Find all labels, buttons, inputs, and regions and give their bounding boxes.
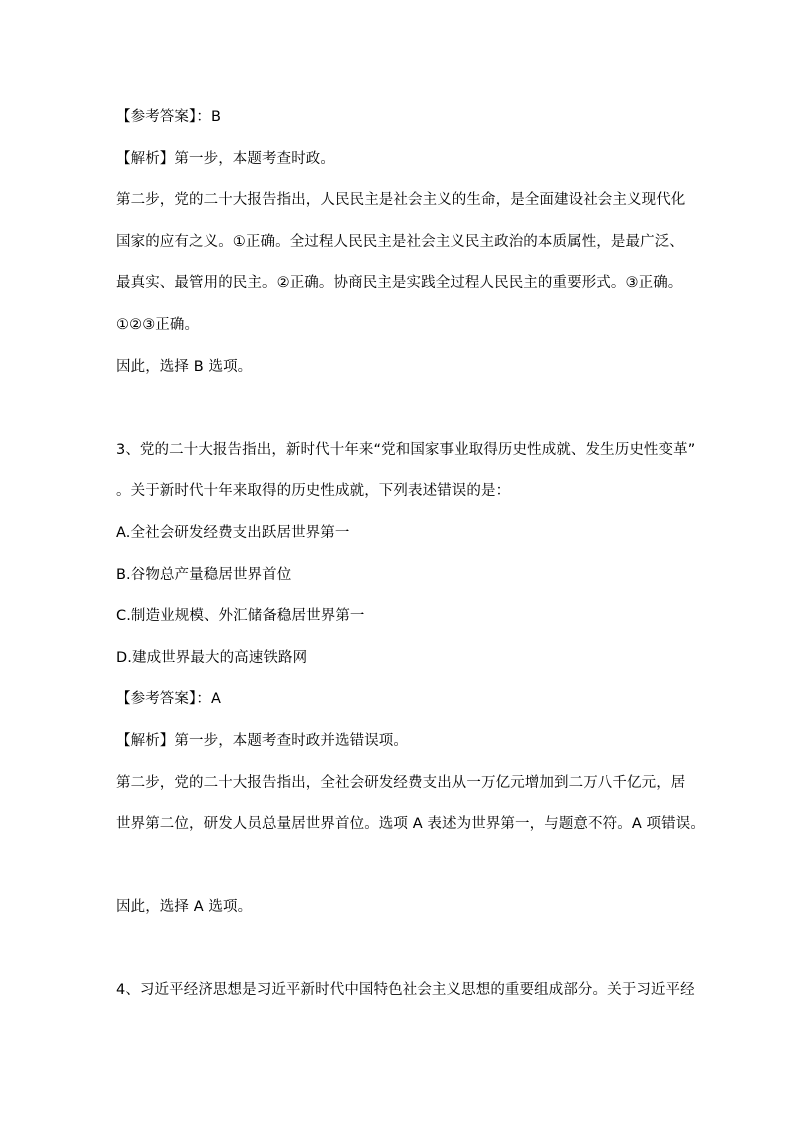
blank-line xyxy=(116,929,678,971)
question-3-line1: 3、党的二十大报告指出，新时代十年来“党和国家事业取得历史性成就、发生历史性变革” xyxy=(116,441,696,458)
analysis-step1-q2: 【解析】第一步，本题考查时政。 xyxy=(116,150,335,167)
analysis-step2-q2-line3: 最真实、最管用的民主。②正确。协商民主是实践全过程人民民主的重要形式。③正确。 xyxy=(116,275,683,292)
option-b-q3: B.谷物总产量稳居世界首位 xyxy=(116,566,292,583)
analysis-step2-q3-line2: 世界第二位，研发人员总量居世界首位。选项 A 表述为世界第一，与题意不符。A 项错误。 xyxy=(116,816,705,833)
analysis-step1-q3: 【解析】第一步，本题考查时政并选错误项。 xyxy=(116,732,408,749)
reference-answer-q2: 【参考答案】：B xyxy=(116,109,221,125)
option-a-q3: A.全社会研发经费支出跃居世界第一 xyxy=(116,524,350,541)
blank-line xyxy=(116,388,678,430)
question-4-line1: 4、习近平经济思想是习近平新时代中国特色社会主义思想的重要组成部分。关于习近平经 xyxy=(116,982,695,999)
option-c-q3: C.制造业规模、外汇储备稳居世界第一 xyxy=(116,608,365,625)
analysis-step2-q2-line2: 国家的应有之义。①正确。全过程人民民主是社会主义民主政治的本质属性，是最广泛、 xyxy=(116,233,684,250)
conclusion-q3: 因此，选择 A 选项。 xyxy=(116,899,253,916)
option-d-q3: D.建成世界最大的高速铁路网 xyxy=(116,649,308,666)
analysis-step2-q2-line4: ①②③正确。 xyxy=(116,316,200,333)
question-3-line2: 。关于新时代十年来取得的历史性成就，下列表述错误的是： xyxy=(116,483,511,500)
reference-answer-q3: 【参考答案】：A xyxy=(116,691,221,708)
conclusion-q2: 因此，选择 B 选项。 xyxy=(116,358,253,375)
document-text-block xyxy=(116,97,705,1012)
analysis-step2-q3-line1: 第二步，党的二十大报告指出，全社会研发经费支出从一万亿元增加到二万八千亿元，居 xyxy=(116,774,686,791)
analysis-step2-q2-line1: 第二步，党的二十大报告指出，人民民主是社会主义的生命，是全面建设社会主义现代化 xyxy=(116,192,686,209)
blank-line xyxy=(116,846,678,888)
